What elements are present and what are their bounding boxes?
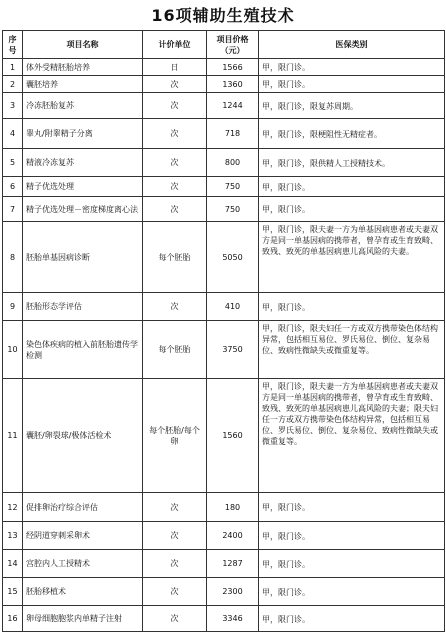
row-num: 3 [3,93,23,119]
row-unit: 次 [143,493,207,522]
table-row [3,321,445,379]
table-row [3,293,445,321]
row-category: 甲，限门诊，限梗阻性无精症者。 [259,119,445,149]
header-price: 项目价格（元） [207,31,259,59]
row-num: 11 [3,379,23,493]
row-price: 1360 [207,76,259,93]
row-unit: 每个胚胎/每个卵 [143,379,207,493]
row-category: 甲，限门诊。 [259,59,445,76]
row-name: 卵母细胞胞浆内单精子注射 [23,606,143,632]
row-num: 6 [3,177,23,197]
table-row [3,493,445,522]
row-num: 5 [3,149,23,177]
row-price: 180 [207,493,259,522]
row-unit: 次 [143,550,207,578]
row-price: 3750 [207,321,259,379]
row-category: 甲，限门诊。 [259,76,445,93]
row-category: 甲，限门诊。 [259,177,445,197]
row-price: 800 [207,149,259,177]
table-header-row [3,31,445,59]
row-category: 甲，限门诊，限夫妻一方为单基因病患者或夫妻双方是同一单基因病的携带者，曾孕育或生育致畸、致残、致死的单基因病患儿高风险的夫妻；限夫妇任一方或双方携带染色体结构异常，包括相互易位、罗氏易位、倒位、复杂易位、致病性微缺失或微重复等。 [259,379,445,493]
row-price: 750 [207,177,259,197]
row-num: 4 [3,119,23,149]
row-unit: 每个胚胎 [143,321,207,379]
row-price: 1244 [207,93,259,119]
header-category: 医保类别 [259,31,445,59]
row-name: 睾丸/附睾精子分离 [23,119,143,149]
row-price: 718 [207,119,259,149]
row-num: 10 [3,321,23,379]
row-name: 冷冻胚胎复苏 [23,93,143,119]
header-name: 项目名称 [23,31,143,59]
row-unit: 次 [143,578,207,606]
row-category: 甲，限门诊。 [259,606,445,632]
row-num: 12 [3,493,23,522]
row-unit: 次 [143,293,207,321]
table-row [3,119,445,149]
row-unit: 次 [143,149,207,177]
header-num: 序号 [3,31,23,59]
row-num: 8 [3,222,23,293]
page-title: 16项辅助生殖技术 [151,6,295,25]
table-row [3,606,445,632]
row-price: 2400 [207,522,259,550]
row-name: 精液冷冻复苏 [23,149,143,177]
row-name: 囊胚/卵裂球/极体活检术 [23,379,143,493]
row-name: 精子优选处理 [23,177,143,197]
row-num: 14 [3,550,23,578]
row-name: 胚胎单基因病诊断 [23,222,143,293]
row-price: 410 [207,293,259,321]
row-unit: 次 [143,76,207,93]
row-num: 9 [3,293,23,321]
row-price: 3346 [207,606,259,632]
row-unit: 次 [143,177,207,197]
table-row [3,222,445,293]
row-num: 15 [3,578,23,606]
table-row [3,522,445,550]
row-name: 胚胎形态学评估 [23,293,143,321]
row-num: 2 [3,76,23,93]
table-row [3,578,445,606]
row-category: 甲，限门诊。 [259,550,445,578]
row-name: 精子优选处理－密度梯度离心法 [23,197,143,222]
table-row [3,177,445,197]
table-row [3,379,445,493]
fee-table [2,30,445,632]
row-price: 750 [207,197,259,222]
row-unit: 次 [143,606,207,632]
table-row [3,149,445,177]
row-unit: 次 [143,93,207,119]
table-row [3,197,445,222]
row-num: 13 [3,522,23,550]
row-category: 甲，限门诊，限复苏周期。 [259,93,445,119]
row-unit: 每个胚胎 [143,222,207,293]
row-category: 甲，限门诊。 [259,493,445,522]
row-category: 甲，限门诊，限供精人工授精技术。 [259,149,445,177]
row-name: 促排卵治疗综合评估 [23,493,143,522]
row-unit: 次 [143,197,207,222]
row-category: 甲，限门诊，限夫妇任一方或双方携带染色体结构异常，包括相互易位、罗氏易位、倒位、复杂易位、致病性微缺失或微重复等。 [259,321,445,379]
row-name: 囊胚培养 [23,76,143,93]
table-row [3,550,445,578]
row-price: 1560 [207,379,259,493]
header-unit: 计价单位 [143,31,207,59]
row-price: 2300 [207,578,259,606]
row-unit: 日 [143,59,207,76]
row-unit: 次 [143,119,207,149]
row-name: 宫腔内人工授精术 [23,550,143,578]
row-num: 16 [3,606,23,632]
row-price: 1566 [207,59,259,76]
row-name: 体外受精胚胎培养 [23,59,143,76]
row-category: 甲，限门诊。 [259,522,445,550]
table-row [3,93,445,119]
row-name: 胚胎移植术 [23,578,143,606]
row-price: 5050 [207,222,259,293]
table-row [3,76,445,93]
row-num: 1 [3,59,23,76]
row-name: 经阴道穿刺采卵术 [23,522,143,550]
row-price: 1287 [207,550,259,578]
row-num: 7 [3,197,23,222]
row-category: 甲，限门诊。 [259,293,445,321]
row-category: 甲，限门诊。 [259,578,445,606]
row-unit: 次 [143,522,207,550]
row-category: 甲，限门诊。 [259,197,445,222]
table-row [3,59,445,76]
row-name: 染色体疾病的植入前胚胎遗传学检测 [23,321,143,379]
row-category: 甲，限门诊，限夫妻一方为单基因病患者或夫妻双方是同一单基因病的携带者，曾孕育或生育致畸、致残、致死的单基因病患儿高风险的夫妻。 [259,222,445,293]
